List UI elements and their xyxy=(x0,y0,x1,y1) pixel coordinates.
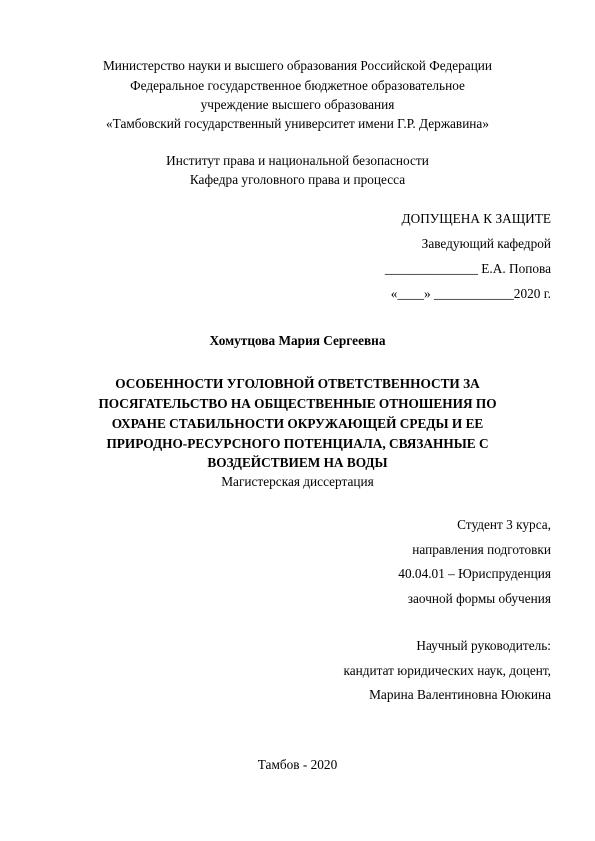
department-name: Кафедра уголовного права и процесса xyxy=(189,172,406,187)
thesis-title-line-5: ВОЗДЕЙСТВИЕМ НА ВОДЫ xyxy=(207,455,388,470)
work-type: Магистерская диссертация xyxy=(221,474,374,489)
university-name: «Тамбовский государственный университет имени Г.Р. Державина» xyxy=(106,116,489,131)
institution-level-line: учреждение высшего образования xyxy=(200,97,395,112)
thesis-title-line-3: ОХРАНЕ СТАБИЛЬНОСТИ ОКРУЖАЮЩЕЙ СРЕДЫ И ЕЕ xyxy=(111,416,484,431)
supervisor-label: Научный руководитель: xyxy=(416,638,551,653)
thesis-title-line-2: ПОСЯГАТЕЛЬСТВО НА ОБЩЕСТВЕННЫЕ ОТНОШЕНИЯ ПО xyxy=(98,396,497,411)
author-name: Хомутцова Мария Сергеевна xyxy=(209,333,386,348)
ministry-line: Министерство науки и высшего образования Российской Федерации xyxy=(102,58,493,73)
approval-heading: ДОПУЩЕНА К ЗАЩИТЕ xyxy=(401,211,551,226)
student-study-form: заочной формы обучения xyxy=(407,591,551,606)
institute-name: Институт права и национальной безопасности xyxy=(166,153,429,168)
student-specialty: 40.04.01 – Юриспруденция xyxy=(398,566,551,581)
city-year: Тамбов - 2020 xyxy=(257,757,338,772)
supervisor-name: Марина Валентиновна Ююкина xyxy=(369,687,551,702)
institution-type-line: Федеральное государственное бюджетное образовательное xyxy=(130,78,465,93)
approval-head-of-department: Заведующий кафедрой xyxy=(421,236,551,251)
approval-date-line: «____» ____________2020 г. xyxy=(390,286,551,301)
supervisor-degree: кандитат юридических наук, доцент, xyxy=(343,663,551,678)
thesis-title-line-4: ПРИРОДНО-РЕСУРСНОГО ПОТЕНЦИАЛА, СВЯЗАННЫЕ С xyxy=(106,436,489,451)
approval-signature-line: ______________ Е.А. Попова xyxy=(384,261,551,276)
student-course: Студент 3 курса, xyxy=(457,517,551,532)
thesis-title-line-1: ОСОБЕННОСТИ УГОЛОВНОЙ ОТВЕТСТВЕННОСТИ ЗА xyxy=(115,376,480,391)
student-direction-label: направления подготовки xyxy=(412,542,551,557)
